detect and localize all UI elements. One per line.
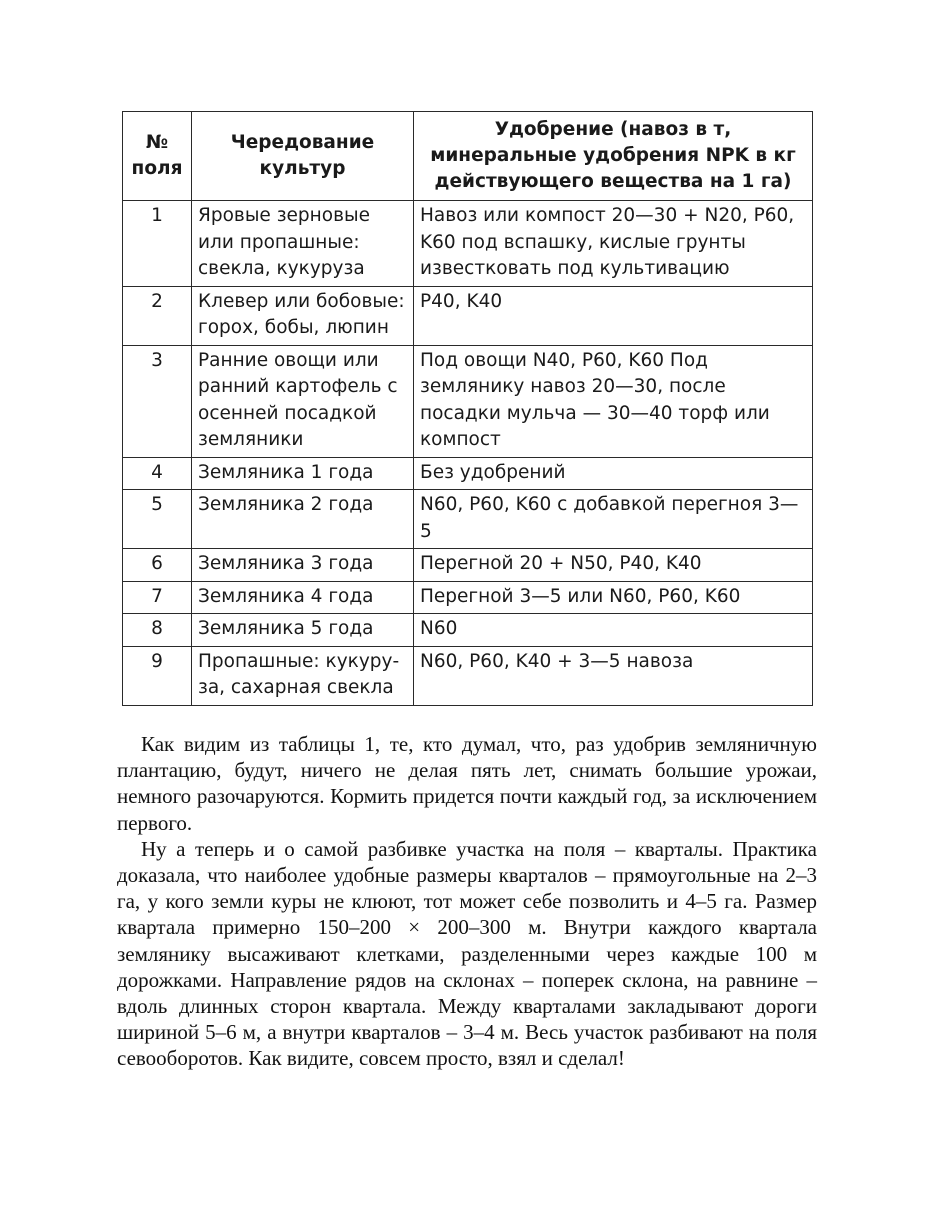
field-number-cell: 1 <box>123 201 192 287</box>
table-row <box>123 646 813 705</box>
table-row <box>123 614 813 647</box>
crop-cell: Клевер или бобовые: горох, бобы, люпин <box>192 286 414 345</box>
table-row <box>123 490 813 549</box>
crop-cell: Яровые зерновые или пропашные: свекла, кукуруза <box>192 201 414 287</box>
field-number-cell: 6 <box>123 549 192 582</box>
field-number-cell: 5 <box>123 490 192 549</box>
field-number-cell: 8 <box>123 614 192 647</box>
table-row <box>123 345 813 457</box>
table-row <box>123 581 813 614</box>
fertilizer-cell: P40, K40 <box>414 286 813 345</box>
fertilizer-cell: Под овощи N40, P60, K60 Под землянику навоз 20—30, после посадки мульча — 30—40 торф или компост <box>414 345 813 457</box>
header-fertilizer: Удобрение (навоз в т, минеральные удобрения NPK в кг действующего вещества на 1 га) <box>414 112 813 201</box>
table-row <box>123 457 813 490</box>
crop-cell: Земляника 2 года <box>192 490 414 549</box>
fertilizer-cell: Перегной 20 + N50, P40, K40 <box>414 549 813 582</box>
fertilizer-cell: Навоз или компост 20—30 + N20, P60, K60 под вспашку, кислые грунты известковать под культивацию <box>414 201 813 287</box>
crop-cell: Пропашные: кукуру-за, сахарная свекла <box>192 646 414 705</box>
body-text <box>117 731 817 1072</box>
table-row <box>123 286 813 345</box>
fertilizer-cell: Перегной 3—5 или N60, P60, K60 <box>414 581 813 614</box>
crop-rotation-table <box>122 111 813 706</box>
table-row <box>123 549 813 582</box>
field-number-cell: 7 <box>123 581 192 614</box>
paragraph: Ну а теперь и о самой разбивке участка на поля – кварталы. Практика доказала, что наиболее удобные размеры кварталов – прямоугольные на 2–3 га, у кого земли куры не клюют, тот может себе позволить и 4–5 га. Размер квартала примерно 150–200 × 200–300 м. Внутри каждого квартала землянику высаживают клетками, разделенными через каждые 100 м дорожками. Направление рядов на склонах – поперек склона, на равнине – вдоль длинных сторон квартала. Между кварталами закладывают дороги шириной 5–6 м, а внутри кварталов – 3–4 м. Весь участок разбивают на поля севооборотов. Как видите, совсем просто, взял и сделал! <box>117 836 817 1071</box>
crop-cell: Земляника 4 года <box>192 581 414 614</box>
header-field-number: № поля <box>123 112 192 201</box>
fertilizer-cell: N60, P60, K40 + 3—5 навоза <box>414 646 813 705</box>
header-crop-rotation: Чередование культур <box>192 112 414 201</box>
table-row <box>123 201 813 287</box>
crop-cell: Ранние овощи или ранний картофель с осенней посадкой земляники <box>192 345 414 457</box>
crop-cell: Земляника 1 года <box>192 457 414 490</box>
fertilizer-cell: Без удобрений <box>414 457 813 490</box>
crop-cell: Земляника 3 года <box>192 549 414 582</box>
fertilizer-cell: N60 <box>414 614 813 647</box>
table-header-row <box>123 112 813 201</box>
field-number-cell: 2 <box>123 286 192 345</box>
fertilizer-cell: N60, P60, K60 с добавкой перегноя 3—5 <box>414 490 813 549</box>
crop-cell: Земляника 5 года <box>192 614 414 647</box>
field-number-cell: 3 <box>123 345 192 457</box>
field-number-cell: 9 <box>123 646 192 705</box>
paragraph: Как видим из таблицы 1, те, кто думал, что, раз удобрив земляничную плантацию, будут, ничего не делая пять лет, снимать большие урожаи, немного разочаруются. Кормить придется почти каждый год, за исключением первого. <box>117 732 817 835</box>
field-number-cell: 4 <box>123 457 192 490</box>
